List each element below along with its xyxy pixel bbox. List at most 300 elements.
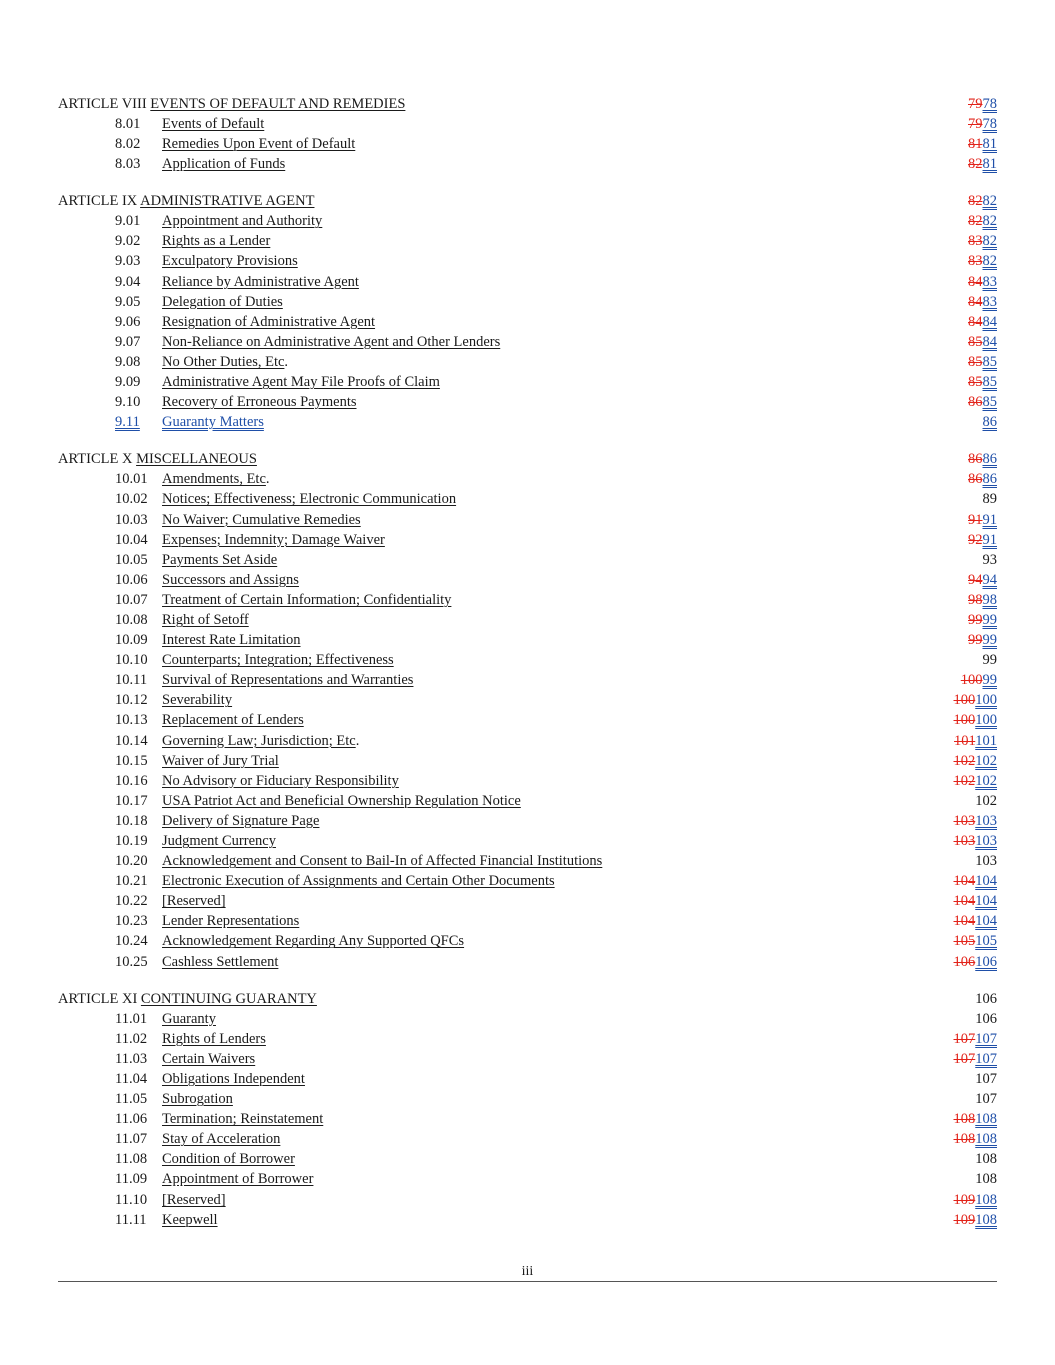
toc-entry bbox=[58, 1149, 997, 1169]
section-title-link[interactable]: USA Patriot Act and Beneficial Ownership Regulation Notice bbox=[162, 792, 521, 809]
section-title-link[interactable]: Obligations Independent bbox=[162, 1070, 305, 1087]
section-title-link[interactable]: Exculpatory Provisions bbox=[162, 253, 298, 270]
toc-entry bbox=[58, 771, 997, 791]
article-heading bbox=[58, 94, 997, 114]
section-title[interactable] bbox=[162, 590, 451, 610]
section-title[interactable] bbox=[162, 134, 355, 154]
section-title-link[interactable]: [Reserved] bbox=[162, 893, 226, 910]
deleted-page-number: 104 bbox=[953, 873, 976, 890]
deleted-page-number: 85 bbox=[968, 353, 983, 370]
section-title-link[interactable]: Stay of Acceleration bbox=[162, 1131, 281, 1148]
section-title[interactable] bbox=[162, 292, 283, 312]
inserted-page-number[interactable]: 82 bbox=[982, 213, 997, 230]
section-title[interactable] bbox=[162, 891, 226, 911]
toc-entry bbox=[58, 1009, 997, 1029]
section-title-link[interactable]: Reliance by Administrative Agent bbox=[162, 273, 359, 290]
inserted-page-number[interactable]: 84 bbox=[982, 333, 997, 350]
toc-entry bbox=[58, 871, 997, 891]
section-title[interactable] bbox=[162, 1109, 323, 1129]
inserted-page-number[interactable]: 103 bbox=[975, 812, 997, 829]
article-title-link[interactable]: ADMINISTRATIVE AGENT bbox=[140, 193, 315, 210]
page-ref[interactable] bbox=[968, 352, 997, 372]
toc-entry bbox=[58, 811, 997, 831]
section-title[interactable] bbox=[162, 1069, 305, 1089]
section-title[interactable] bbox=[162, 851, 602, 871]
deleted-page-number: 100 bbox=[953, 712, 976, 729]
section-title[interactable] bbox=[162, 952, 278, 972]
table-of-contents bbox=[58, 94, 997, 1230]
section-title[interactable] bbox=[162, 811, 319, 831]
toc-entry bbox=[58, 1109, 997, 1129]
toc-entry bbox=[58, 831, 997, 851]
section-title[interactable] bbox=[162, 911, 299, 931]
section-title[interactable] bbox=[162, 1029, 266, 1049]
deleted-page-number: 84 bbox=[968, 273, 983, 290]
page-ref[interactable] bbox=[968, 251, 997, 271]
inserted-page-number[interactable]: 107 bbox=[975, 1050, 997, 1067]
section-title-link[interactable]: Administrative Agent May File Proofs of Claim bbox=[162, 374, 440, 391]
inserted-page-number[interactable]: 81 bbox=[982, 156, 997, 173]
page-ref[interactable] bbox=[954, 710, 998, 730]
inserted-page-number[interactable]: 108 bbox=[975, 1191, 997, 1208]
section-title[interactable] bbox=[162, 312, 375, 332]
section-title-link[interactable]: No Other Duties, Etc bbox=[162, 353, 285, 370]
inserted-page-number[interactable]: 101 bbox=[975, 732, 997, 749]
toc-entry bbox=[58, 1089, 997, 1109]
toc-entry bbox=[58, 610, 997, 630]
section-title-link[interactable]: No Waiver; Cumulative Remedies bbox=[162, 511, 361, 528]
section-number: 10.03 bbox=[115, 511, 148, 528]
section-title[interactable] bbox=[162, 1009, 216, 1029]
section-number: 11.05 bbox=[115, 1091, 148, 1108]
section-title[interactable] bbox=[162, 670, 413, 690]
inserted-page-number[interactable]: 99 bbox=[982, 672, 997, 689]
section-title-link[interactable]: No Advisory or Fiduciary Responsibility bbox=[162, 772, 399, 789]
section-title-link[interactable]: [Reserved] bbox=[162, 1191, 226, 1208]
toc-entry bbox=[58, 1210, 997, 1230]
spacer bbox=[58, 972, 997, 989]
page-ref[interactable] bbox=[954, 1129, 998, 1149]
page-number[interactable]: 103 bbox=[975, 853, 997, 870]
section-title[interactable] bbox=[162, 610, 249, 630]
page-ref[interactable] bbox=[954, 952, 998, 972]
toc-entry bbox=[58, 851, 997, 871]
toc-entry bbox=[58, 1069, 997, 1089]
page-ref[interactable] bbox=[975, 989, 997, 1009]
inserted-page-number[interactable]: 83 bbox=[982, 273, 997, 290]
page-ref[interactable] bbox=[968, 392, 997, 412]
page-ref[interactable] bbox=[968, 312, 997, 332]
section-title[interactable] bbox=[162, 530, 385, 550]
section-title-link[interactable]: Remedies Upon Event of Default bbox=[162, 136, 356, 153]
article-heading bbox=[58, 191, 997, 211]
article-title-link[interactable]: CONTINUING GUARANTY bbox=[140, 990, 317, 1007]
section-title-link[interactable]: Rights of Lenders bbox=[162, 1030, 266, 1047]
section-title-suffix: . bbox=[265, 471, 270, 488]
deleted-page-number: 85 bbox=[968, 333, 983, 350]
page-ref[interactable] bbox=[954, 931, 998, 951]
section-title[interactable] bbox=[162, 570, 299, 590]
inserted-page-number[interactable]: 108 bbox=[975, 1131, 997, 1148]
section-title[interactable] bbox=[162, 332, 500, 352]
inserted-page-number[interactable]: 82 bbox=[982, 233, 997, 250]
inserted-page-number[interactable]: 85 bbox=[982, 374, 997, 391]
section-title-suffix: . bbox=[355, 732, 360, 749]
section-title[interactable] bbox=[162, 1169, 313, 1189]
page-ref[interactable] bbox=[954, 1029, 998, 1049]
section-number: 10.07 bbox=[115, 591, 148, 608]
section-title-link[interactable]: Expenses; Indemnity; Damage Waiver bbox=[162, 531, 385, 548]
deleted-page-number: 100 bbox=[960, 672, 983, 689]
section-number: 10.19 bbox=[115, 833, 148, 849]
page-ref[interactable] bbox=[968, 211, 997, 231]
section-title[interactable] bbox=[162, 154, 285, 174]
section-title[interactable] bbox=[162, 690, 232, 710]
section-number: 10.08 bbox=[115, 611, 148, 628]
section-number: 10.16 bbox=[115, 772, 148, 789]
section-title[interactable] bbox=[162, 1210, 218, 1230]
page-ref[interactable] bbox=[954, 1049, 998, 1069]
section-title-link[interactable]: Termination; Reinstatement bbox=[162, 1111, 324, 1128]
section-title-link[interactable]: Delegation of Duties bbox=[162, 293, 283, 310]
section-number: 9.08 bbox=[115, 353, 141, 370]
toc-entry bbox=[58, 312, 997, 332]
section-title[interactable] bbox=[162, 114, 264, 134]
inserted-page-number[interactable]: 104 bbox=[975, 893, 997, 910]
section-title-link[interactable]: Guaranty Matters bbox=[162, 414, 264, 431]
page-number[interactable]: 107 bbox=[975, 1091, 997, 1108]
section-title-link[interactable]: Right of Setoff bbox=[162, 611, 249, 628]
section-title-link[interactable]: Interest Rate Limitation bbox=[162, 632, 301, 649]
page-ref[interactable] bbox=[968, 610, 997, 630]
page-ref[interactable] bbox=[968, 154, 997, 174]
inserted-page-number[interactable]: 85 bbox=[982, 353, 997, 370]
toc-entry bbox=[58, 412, 997, 432]
deleted-page-number: 99 bbox=[968, 632, 983, 649]
section-title-link[interactable]: Waiver of Jury Trial bbox=[162, 752, 279, 769]
page-number[interactable]: 108 bbox=[975, 1151, 997, 1168]
section-title[interactable] bbox=[162, 710, 304, 730]
inserted-page-number[interactable]: 104 bbox=[975, 913, 997, 930]
section-title[interactable] bbox=[162, 372, 440, 392]
page-number[interactable]: 106 bbox=[975, 990, 997, 1007]
inserted-page-number[interactable]: 86 bbox=[982, 471, 997, 488]
deleted-page-number: 82 bbox=[968, 156, 983, 173]
page-ref[interactable] bbox=[954, 871, 998, 891]
page-ref[interactable] bbox=[975, 1169, 997, 1189]
section-title-link[interactable]: Survival of Representations and Warranties bbox=[162, 672, 414, 689]
section-title-link[interactable]: Judgment Currency bbox=[162, 833, 276, 849]
toc-entry bbox=[58, 530, 997, 550]
section-title-link[interactable]: Resignation of Administrative Agent bbox=[162, 313, 376, 330]
deleted-page-number: 103 bbox=[953, 833, 976, 849]
deleted-page-number: 104 bbox=[953, 893, 976, 910]
deleted-page-number: 85 bbox=[968, 374, 983, 391]
section-title-link[interactable]: Guaranty bbox=[162, 1010, 216, 1027]
page-number[interactable]: 107 bbox=[975, 1070, 997, 1087]
section-number: 11.06 bbox=[115, 1111, 148, 1128]
inserted-page-number[interactable]: 107 bbox=[975, 1030, 997, 1047]
page-ref[interactable] bbox=[954, 811, 998, 831]
page-ref[interactable] bbox=[983, 412, 998, 432]
inserted-page-number[interactable]: 98 bbox=[982, 591, 997, 608]
inserted-page-number[interactable]: 99 bbox=[982, 611, 997, 628]
section-title-link[interactable]: Events of Default bbox=[162, 116, 265, 132]
toc-entry bbox=[58, 332, 997, 352]
section-title[interactable] bbox=[162, 211, 322, 231]
section-title[interactable] bbox=[162, 489, 456, 509]
page-ref[interactable] bbox=[954, 831, 998, 851]
page-ref[interactable] bbox=[968, 372, 997, 392]
page-ref[interactable] bbox=[968, 449, 997, 469]
section-title-link[interactable]: Condition of Borrower bbox=[162, 1151, 295, 1168]
section-title-link[interactable]: Cashless Settlement bbox=[162, 953, 279, 970]
page-ref[interactable] bbox=[968, 231, 997, 251]
inserted-page-number[interactable]: 100 bbox=[975, 692, 997, 709]
article-number: ARTICLE X bbox=[58, 451, 137, 468]
deleted-page-number: 100 bbox=[953, 692, 976, 709]
section-number: 10.25 bbox=[115, 953, 148, 970]
section-title-link[interactable]: Lender Representations bbox=[162, 913, 300, 930]
page-ref[interactable] bbox=[968, 272, 997, 292]
inserted-page-number[interactable]: 102 bbox=[975, 772, 997, 789]
inserted-page-number[interactable]: 104 bbox=[975, 873, 997, 890]
section-title-link[interactable]: Appointment and Authority bbox=[162, 213, 323, 230]
deleted-page-number: 86 bbox=[968, 471, 983, 488]
section-number: 11.11 bbox=[115, 1211, 147, 1228]
inserted-page-number[interactable]: 105 bbox=[975, 933, 997, 950]
inserted-page-number[interactable]: 99 bbox=[982, 632, 997, 649]
deleted-page-number: 84 bbox=[968, 293, 983, 310]
section-title-link[interactable]: Acknowledgement and Consent to Bail-In of Affected Financial Institutions bbox=[162, 853, 603, 870]
inserted-page-number[interactable]: 81 bbox=[982, 136, 997, 153]
section-title-link[interactable]: Payments Set Aside bbox=[162, 551, 278, 568]
toc-entry bbox=[58, 1190, 997, 1210]
section-title-link[interactable]: Severability bbox=[162, 692, 233, 709]
deleted-page-number: 82 bbox=[968, 193, 983, 210]
page-ref[interactable] bbox=[975, 1069, 997, 1089]
deleted-page-number: 92 bbox=[968, 531, 983, 548]
toc-entry bbox=[58, 1169, 997, 1189]
section-title[interactable] bbox=[162, 231, 270, 251]
page-ref[interactable] bbox=[968, 332, 997, 352]
toc-entry bbox=[58, 630, 997, 650]
inserted-page-number[interactable]: 103 bbox=[975, 833, 997, 849]
inserted-page-number[interactable]: 82 bbox=[982, 253, 997, 270]
page-ref[interactable] bbox=[954, 1210, 998, 1230]
toc-entry bbox=[58, 710, 997, 730]
section-title[interactable] bbox=[162, 272, 359, 292]
section-title[interactable] bbox=[162, 412, 264, 432]
toc-entry bbox=[58, 469, 997, 489]
section-title[interactable] bbox=[162, 251, 298, 271]
section-title-link[interactable]: Successors and Assigns bbox=[162, 571, 299, 588]
page-ref[interactable] bbox=[968, 134, 997, 154]
page-number[interactable]: 89 bbox=[982, 491, 997, 508]
page-ref[interactable] bbox=[968, 469, 997, 489]
inserted-page-number[interactable]: 78 bbox=[982, 116, 997, 132]
inserted-page-number[interactable]: 94 bbox=[982, 571, 997, 588]
inserted-page-number[interactable]: 86 bbox=[982, 451, 997, 468]
section-title-link[interactable]: Governing Law; Jurisdiction; Etc bbox=[162, 732, 356, 749]
toc-entry bbox=[58, 791, 997, 811]
page-number[interactable]: 99 bbox=[982, 652, 997, 669]
page-ref[interactable] bbox=[968, 191, 997, 211]
toc-entry bbox=[58, 134, 997, 154]
inserted-page-number[interactable]: 82 bbox=[982, 193, 997, 210]
page-ref[interactable] bbox=[961, 670, 997, 690]
toc-entry bbox=[58, 650, 997, 670]
section-title-link[interactable]: Treatment of Certain Information; Confidentiality bbox=[162, 591, 452, 608]
page-ref[interactable] bbox=[954, 690, 998, 710]
page-ref[interactable] bbox=[954, 771, 998, 791]
page-number[interactable]: 108 bbox=[975, 1171, 997, 1188]
section-number: 10.23 bbox=[115, 913, 148, 930]
section-title[interactable] bbox=[162, 650, 394, 670]
page-ref[interactable] bbox=[968, 630, 997, 650]
inserted-page-number[interactable]: 108 bbox=[975, 1111, 997, 1128]
page-ref[interactable] bbox=[954, 731, 997, 751]
section-title-link[interactable]: Counterparts; Integration; Effectiveness bbox=[162, 652, 394, 669]
page-ref[interactable] bbox=[975, 1149, 997, 1169]
deleted-page-number: 79 bbox=[968, 116, 983, 132]
spacer bbox=[58, 432, 997, 449]
inserted-page-number[interactable]: 100 bbox=[975, 712, 997, 729]
section-title[interactable] bbox=[162, 352, 288, 372]
section-title[interactable] bbox=[162, 731, 359, 751]
section-title-link[interactable]: Application of Funds bbox=[162, 156, 286, 173]
section-number: 11.03 bbox=[115, 1050, 148, 1067]
section-title-link[interactable]: Recovery of Erroneous Payments bbox=[162, 394, 357, 411]
page-number[interactable]: 106 bbox=[975, 1010, 997, 1027]
section-title-link[interactable]: Rights as a Lender bbox=[162, 233, 271, 250]
inserted-page-number[interactable]: 85 bbox=[982, 394, 997, 411]
toc-entry bbox=[58, 1029, 997, 1049]
page-ref[interactable] bbox=[968, 292, 997, 312]
deleted-page-number: 109 bbox=[953, 1191, 976, 1208]
section-title[interactable] bbox=[162, 1129, 280, 1149]
toc-entry bbox=[58, 1049, 997, 1069]
section-title-link[interactable]: Acknowledgement Regarding Any Supported QFCs bbox=[162, 933, 465, 950]
deleted-page-number: 106 bbox=[953, 953, 976, 970]
section-title-link[interactable]: Electronic Execution of Assignments and Certain Other Documents bbox=[162, 873, 555, 890]
inserted-page-number[interactable]: 91 bbox=[982, 531, 997, 548]
toc-entry bbox=[58, 911, 997, 931]
page-ref[interactable] bbox=[968, 590, 997, 610]
section-number: 10.02 bbox=[115, 491, 148, 508]
section-title-link[interactable]: Non-Reliance on Administrative Agent and Other Lenders bbox=[162, 333, 501, 350]
page-ref[interactable] bbox=[954, 1190, 998, 1210]
section-title[interactable] bbox=[162, 871, 555, 891]
page-ref[interactable] bbox=[975, 1089, 997, 1109]
article-heading bbox=[58, 989, 997, 1009]
section-title-link[interactable]: Notices; Effectiveness; Electronic Communication bbox=[162, 491, 457, 508]
section-number: 10.21 bbox=[115, 873, 148, 890]
page-ref[interactable] bbox=[983, 650, 998, 670]
section-title[interactable] bbox=[162, 630, 301, 650]
page-ref[interactable] bbox=[968, 530, 997, 550]
inserted-page-number[interactable]: 86 bbox=[982, 414, 997, 431]
section-title-link[interactable]: Keepwell bbox=[162, 1211, 218, 1228]
section-title[interactable] bbox=[162, 771, 399, 791]
deleted-page-number: 98 bbox=[968, 591, 983, 608]
section-title-link[interactable]: Delivery of Signature Page bbox=[162, 812, 320, 829]
section-title-link[interactable]: Replacement of Lenders bbox=[162, 712, 304, 729]
section-number: 11.02 bbox=[115, 1030, 148, 1047]
inserted-page-number[interactable]: 108 bbox=[975, 1211, 997, 1228]
deleted-page-number: 108 bbox=[953, 1111, 976, 1128]
inserted-page-number[interactable]: 83 bbox=[982, 293, 997, 310]
article-title-link[interactable]: EVENTS OF DEFAULT AND REMEDIES bbox=[150, 96, 406, 112]
inserted-page-number[interactable]: 102 bbox=[975, 752, 997, 769]
section-title-link[interactable]: Appointment of Borrower bbox=[162, 1171, 314, 1188]
article-heading bbox=[58, 449, 997, 469]
toc-entry bbox=[58, 510, 997, 530]
page-ref[interactable] bbox=[968, 570, 997, 590]
section-title[interactable] bbox=[162, 1190, 226, 1210]
section-title-link[interactable]: Subrogation bbox=[162, 1091, 233, 1108]
deleted-page-number: 102 bbox=[953, 772, 976, 789]
section-title[interactable] bbox=[162, 831, 276, 851]
toc-entry bbox=[58, 154, 997, 174]
page-ref[interactable] bbox=[983, 489, 998, 509]
deleted-page-number: 101 bbox=[954, 732, 976, 749]
inserted-page-number[interactable]: 106 bbox=[975, 953, 997, 970]
toc-entry bbox=[58, 1129, 997, 1149]
inserted-page-number[interactable]: 84 bbox=[982, 313, 997, 330]
section-title[interactable] bbox=[162, 1089, 233, 1109]
deleted-page-number: 109 bbox=[953, 1211, 976, 1228]
section-title[interactable] bbox=[162, 1049, 255, 1069]
section-title[interactable] bbox=[162, 1149, 295, 1169]
section-number: 10.06 bbox=[115, 571, 148, 588]
page-ref[interactable] bbox=[968, 114, 997, 134]
deleted-page-number: 84 bbox=[968, 313, 983, 330]
section-number: 10.11 bbox=[115, 672, 148, 689]
page-ref[interactable] bbox=[954, 891, 998, 911]
toc-entry bbox=[58, 251, 997, 271]
page-ref[interactable] bbox=[975, 851, 997, 871]
page-ref[interactable] bbox=[968, 94, 997, 114]
page-ref[interactable] bbox=[968, 510, 997, 530]
page-ref[interactable] bbox=[975, 1009, 997, 1029]
inserted-page-number[interactable]: 91 bbox=[982, 511, 997, 528]
section-title[interactable] bbox=[162, 550, 277, 570]
page-ref[interactable] bbox=[954, 911, 998, 931]
toc-entry bbox=[58, 590, 997, 610]
section-title[interactable] bbox=[162, 510, 361, 530]
section-title-link[interactable]: Amendments, Etc bbox=[162, 471, 266, 488]
page-ref[interactable] bbox=[983, 550, 998, 570]
section-title-link[interactable]: Certain Waivers bbox=[162, 1050, 256, 1067]
toc-entry bbox=[58, 891, 997, 911]
page-ref[interactable] bbox=[954, 1109, 998, 1129]
page-number[interactable]: 102 bbox=[975, 792, 997, 809]
section-title[interactable] bbox=[162, 392, 357, 412]
inserted-page-number[interactable]: 78 bbox=[982, 96, 997, 112]
deleted-page-number: 91 bbox=[968, 511, 983, 528]
section-title[interactable] bbox=[162, 791, 521, 811]
page-ref[interactable] bbox=[975, 791, 997, 811]
toc-entry bbox=[58, 231, 997, 251]
section-title[interactable] bbox=[162, 469, 270, 489]
toc-entry bbox=[58, 272, 997, 292]
section-title[interactable] bbox=[162, 751, 279, 771]
page-ref[interactable] bbox=[954, 751, 998, 771]
section-title[interactable] bbox=[162, 931, 464, 951]
page-number[interactable]: 93 bbox=[982, 551, 997, 568]
article-title-link[interactable]: MISCELLANEOUS bbox=[136, 451, 257, 468]
